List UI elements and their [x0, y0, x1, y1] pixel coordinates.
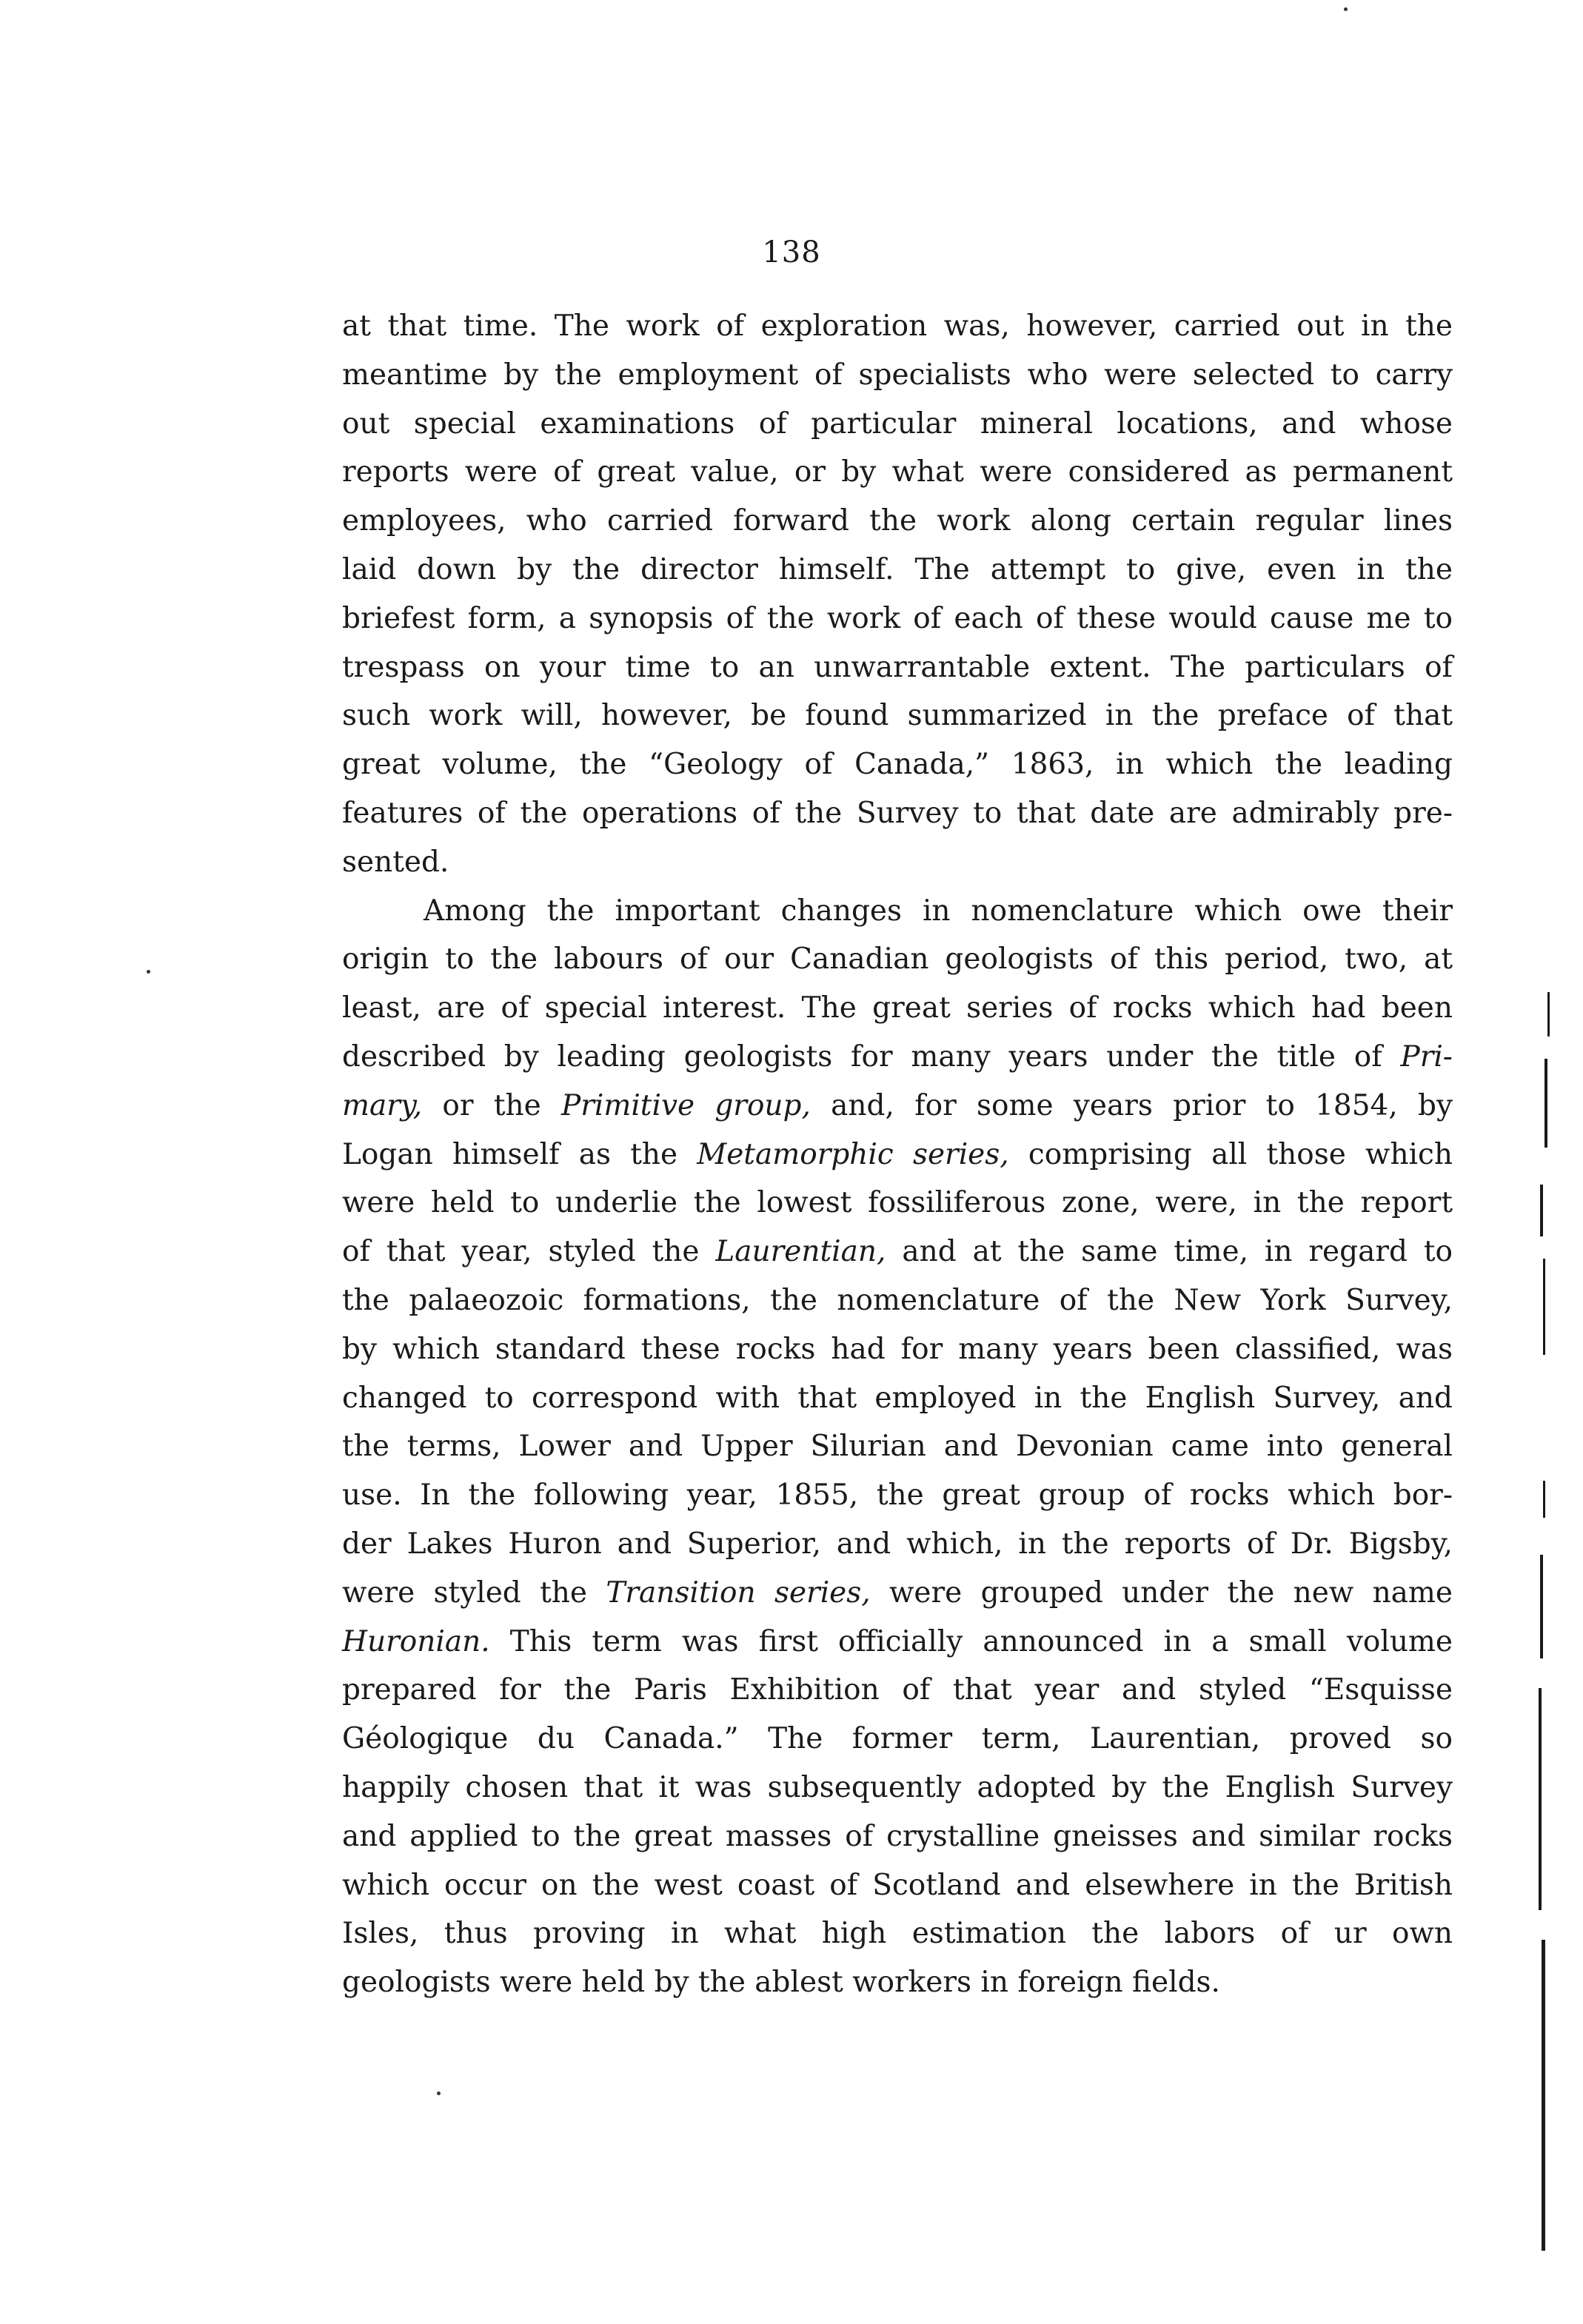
text-line: [342, 1033, 1453, 1082]
italic-term: Pri-: [1400, 1039, 1453, 1074]
scan-speck: [147, 970, 150, 974]
text-line: [342, 691, 1453, 740]
text-line: [342, 1618, 1453, 1667]
scan-edge-mark: [1540, 1185, 1543, 1236]
text-line: [342, 935, 1453, 984]
text-segment: were held to underlie the lowest fossiliferous zone, were, in the report: [342, 1186, 1453, 1220]
text-line: [342, 740, 1453, 789]
text-segment: comprising all those which: [1008, 1137, 1453, 1171]
body-text: [342, 302, 1453, 2007]
text-segment: out special examinations of particular mineral locations, and whose: [342, 406, 1453, 441]
text-segment: employees, who carried forward the work along certain regular lines: [342, 504, 1453, 538]
text-segment: meantime by the employment of specialists who were selected to carry: [342, 358, 1453, 392]
text-line: [342, 1228, 1453, 1276]
text-segment: der Lakes Huron and Superior, and which, in the reports of Dr. Bigsby,: [342, 1527, 1453, 1561]
text-segment: geologists were held by the ablest workers in foreign fields.: [342, 1966, 1220, 2000]
italic-term: Huronian.: [342, 1624, 490, 1658]
text-segment: such work will, however, be found summarized in the preface of that: [342, 699, 1453, 733]
text-segment: were styled the: [342, 1575, 606, 1610]
scan-edge-mark: [1543, 1259, 1545, 1355]
text-line: [342, 1276, 1453, 1325]
text-line: [342, 448, 1453, 497]
text-line: [342, 1520, 1453, 1569]
text-segment: prepared for the Paris Exhibition of that year and styled “Esquisse: [342, 1673, 1453, 1707]
text-line: [342, 497, 1453, 546]
text-segment: Logan himself as the: [342, 1137, 697, 1171]
scan-speck: [437, 2092, 441, 2095]
text-segment: which occur on the west coast of Scotland and elsewhere in the British: [342, 1868, 1453, 1902]
text-line: [342, 1812, 1453, 1861]
text-segment: least, are of special interest. The great series of rocks which had been: [342, 991, 1453, 1025]
scan-edge-mark: [1540, 1555, 1543, 1658]
text-line: [342, 887, 1453, 936]
scan-edge-mark: [1542, 1940, 1545, 2251]
text-segment: briefest form, a synopsis of the work of each of these would cause me to: [342, 601, 1453, 635]
text-segment: changed to correspond with that employed in the English Survey, and: [342, 1381, 1453, 1415]
italic-term: Laurentian,: [715, 1235, 886, 1269]
text-line: [342, 302, 1453, 351]
text-segment: sented.: [342, 845, 449, 879]
text-line: [342, 1179, 1453, 1228]
scan-edge-mark: [1539, 1688, 1542, 1910]
text-line: [342, 546, 1453, 595]
page-number: 138: [762, 235, 821, 269]
text-segment: of that year, styled the: [342, 1235, 716, 1269]
text-line: [342, 1715, 1453, 1764]
text-line: [342, 1666, 1453, 1715]
text-line: [342, 643, 1453, 692]
text-segment: and at the same time, in regard to: [886, 1235, 1453, 1269]
text-line: [342, 400, 1453, 449]
italic-term: Primitive group,: [560, 1088, 811, 1122]
text-segment: described by leading geologists for many years under the title of: [342, 1039, 1401, 1074]
text-line: [342, 1471, 1453, 1520]
italic-term: mary,: [342, 1088, 423, 1122]
text-segment: trespass on your time to an unwarrantable extent. The particulars of: [342, 650, 1453, 684]
scan-edge-mark: [1543, 1481, 1545, 1518]
text-segment: at that time. The work of exploration was, however, carried out in the: [342, 309, 1453, 343]
text-line: [342, 838, 1453, 887]
text-segment: the palaeozoic formations, the nomenclature of the New York Survey,: [342, 1283, 1453, 1317]
text-line: [342, 984, 1453, 1033]
text-line: [342, 1422, 1453, 1471]
text-line: [342, 595, 1453, 643]
text-segment: by which standard these rocks had for many years been classified, was: [342, 1332, 1453, 1366]
text-segment: origin to the labours of our Canadian geologists of this period, two, at: [342, 942, 1453, 977]
text-segment: reports were of great value, or by what were considered as permanent: [342, 455, 1453, 489]
text-segment: happily chosen that it was subsequently adopted by the English Survey: [342, 1770, 1453, 1804]
text-segment: use. In the following year, 1855, the great group of rocks which bor-: [342, 1479, 1453, 1513]
italic-term: Metamorphic series,: [697, 1137, 1009, 1171]
text-segment: features of the operations of the Survey to that date are admirably pre-: [342, 796, 1453, 830]
text-segment: and, for some years prior to 1854, by: [810, 1088, 1453, 1122]
text-line: [342, 1764, 1453, 1812]
text-segment: This term was first officially announced in a small volume: [489, 1624, 1453, 1658]
text-line: [342, 1861, 1453, 1910]
text-line: [342, 1569, 1453, 1618]
text-line: [342, 1082, 1453, 1131]
text-line: [342, 1909, 1453, 1958]
text-line: [342, 351, 1453, 400]
text-segment: the terms, Lower and Upper Silurian and Devonian came into general: [342, 1430, 1453, 1464]
scan-edge-mark: [1544, 1059, 1547, 1148]
italic-term: Transition series,: [606, 1575, 871, 1610]
scan-speck: [1344, 7, 1348, 11]
text-line: [342, 1325, 1453, 1374]
text-line: [342, 1374, 1453, 1423]
text-segment: or the: [422, 1088, 561, 1122]
text-segment: Géologique du Canada.” The former term, Laurentian, proved so: [342, 1722, 1453, 1756]
text-segment: laid down by the director himself. The attempt to give, even in the: [342, 552, 1453, 586]
text-segment: Isles, thus proving in what high estimation the labors of ur own: [342, 1917, 1453, 1951]
text-segment: Among the important changes in nomenclature which owe their: [424, 894, 1453, 928]
text-line: [342, 1958, 1453, 2007]
text-segment: were grouped under the new name: [870, 1575, 1453, 1610]
text-line: [342, 789, 1453, 838]
text-segment: and applied to the great masses of crystalline gneisses and similar rocks: [342, 1819, 1453, 1853]
text-line: [342, 1131, 1453, 1179]
text-segment: great volume, the “Geology of Canada,” 1863, in which the leading: [342, 748, 1453, 782]
scan-edge-mark: [1547, 992, 1550, 1037]
